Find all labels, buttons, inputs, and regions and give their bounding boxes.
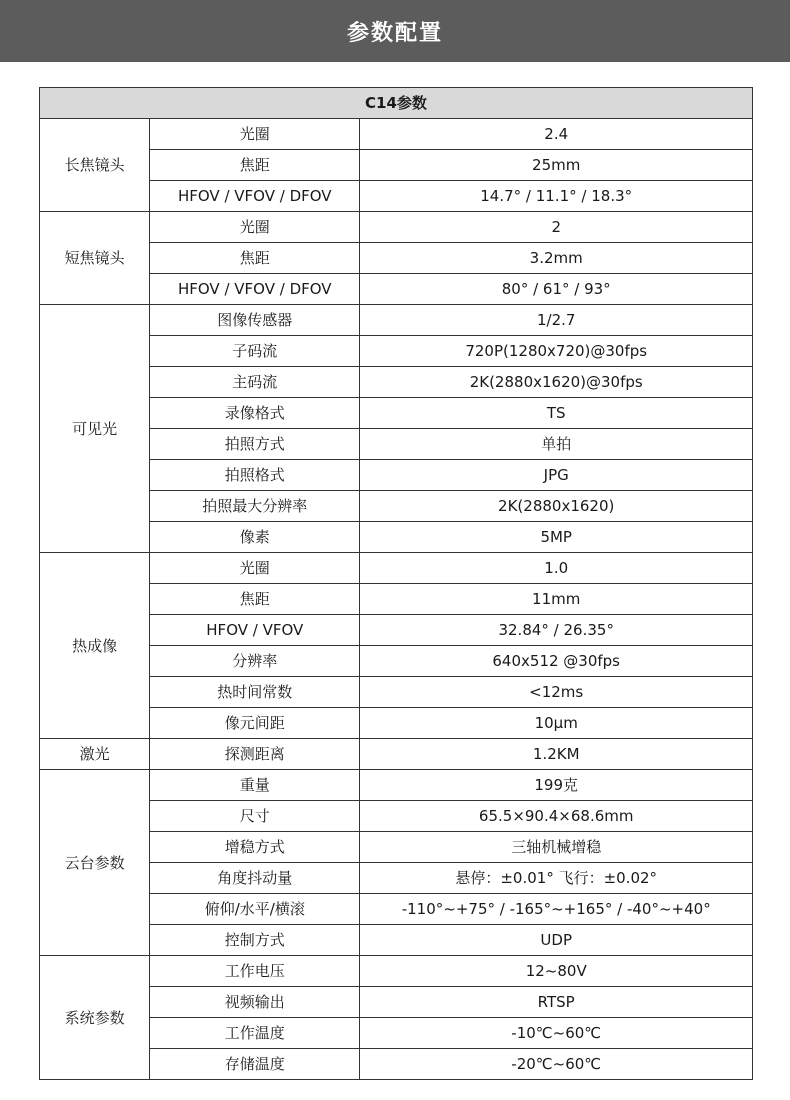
group-label: 系统参数 xyxy=(40,956,150,1080)
table-row xyxy=(40,305,753,336)
param-value: UDP xyxy=(360,925,753,956)
param-value: 1.0 xyxy=(360,553,753,584)
param-name: 尺寸 xyxy=(150,801,360,832)
table-row xyxy=(40,739,753,770)
param-name: 工作温度 xyxy=(150,1018,360,1049)
group-label: 短焦镜头 xyxy=(40,212,150,305)
page-title: 参数配置 xyxy=(346,20,443,46)
param-name: 增稳方式 xyxy=(150,832,360,863)
param-value: 65.5×90.4×68.6mm xyxy=(360,801,753,832)
param-value: 1/2.7 xyxy=(360,305,753,336)
param-name: 光圈 xyxy=(150,553,360,584)
param-value: -110°~+75° / -165°~+165° / -40°~+40° xyxy=(360,894,753,925)
param-name: 重量 xyxy=(150,770,360,801)
model-title: C14参数 xyxy=(40,88,753,119)
group-label: 可见光 xyxy=(40,305,150,553)
group-label: 长焦镜头 xyxy=(40,119,150,212)
table-row xyxy=(40,212,753,243)
param-name: 焦距 xyxy=(150,243,360,274)
table-row xyxy=(40,553,753,584)
param-name: 探测距离 xyxy=(150,739,360,770)
param-name: 光圈 xyxy=(150,119,360,150)
param-value: 1.2KM xyxy=(360,739,753,770)
param-value: <12ms xyxy=(360,677,753,708)
spec-body xyxy=(40,119,753,1080)
param-name: 图像传感器 xyxy=(150,305,360,336)
param-name: 子码流 xyxy=(150,336,360,367)
param-value: 14.7° / 11.1° / 18.3° xyxy=(360,181,753,212)
param-value: JPG xyxy=(360,460,753,491)
param-name: 视频输出 xyxy=(150,987,360,1018)
page-header xyxy=(0,0,790,62)
param-name: 热时间常数 xyxy=(150,677,360,708)
param-value: 单拍 xyxy=(360,429,753,460)
param-value: 32.84° / 26.35° xyxy=(360,615,753,646)
param-name: 光圈 xyxy=(150,212,360,243)
spec-table xyxy=(39,87,753,1080)
param-name: 拍照方式 xyxy=(150,429,360,460)
param-name: 分辨率 xyxy=(150,646,360,677)
param-name: HFOV / VFOV / DFOV xyxy=(150,274,360,305)
param-name: 拍照最大分辨率 xyxy=(150,491,360,522)
group-label: 热成像 xyxy=(40,553,150,739)
param-name: 录像格式 xyxy=(150,398,360,429)
table-row xyxy=(40,119,753,150)
param-value: 199克 xyxy=(360,770,753,801)
param-value: 11mm xyxy=(360,584,753,615)
param-value: 25mm xyxy=(360,150,753,181)
param-name: 控制方式 xyxy=(150,925,360,956)
param-value: 640x512 @30fps xyxy=(360,646,753,677)
table-row xyxy=(40,770,753,801)
param-value: 720P(1280x720)@30fps xyxy=(360,336,753,367)
param-value: 3.2mm xyxy=(360,243,753,274)
param-value: 2.4 xyxy=(360,119,753,150)
param-value: RTSP xyxy=(360,987,753,1018)
param-value: 12~80V xyxy=(360,956,753,987)
param-name: 拍照格式 xyxy=(150,460,360,491)
param-value: 80° / 61° / 93° xyxy=(360,274,753,305)
param-name: HFOV / VFOV xyxy=(150,615,360,646)
param-value: 2K(2880x1620) xyxy=(360,491,753,522)
param-value: -20℃~60℃ xyxy=(360,1049,753,1080)
param-name: 工作电压 xyxy=(150,956,360,987)
param-value: 三轴机械增稳 xyxy=(360,832,753,863)
param-name: 像元间距 xyxy=(150,708,360,739)
param-value: -10℃~60℃ xyxy=(360,1018,753,1049)
param-name: 存储温度 xyxy=(150,1049,360,1080)
param-value: TS xyxy=(360,398,753,429)
param-value: 10μm xyxy=(360,708,753,739)
group-label: 激光 xyxy=(40,739,150,770)
table-row xyxy=(40,956,753,987)
param-name: 焦距 xyxy=(150,150,360,181)
group-label: 云台参数 xyxy=(40,770,150,956)
param-name: 角度抖动量 xyxy=(150,863,360,894)
param-name: 像素 xyxy=(150,522,360,553)
param-name: 焦距 xyxy=(150,584,360,615)
param-value: 2 xyxy=(360,212,753,243)
param-value: 悬停：±0.01° 飞行：±0.02° xyxy=(360,863,753,894)
param-value: 2K(2880x1620)@30fps xyxy=(360,367,753,398)
param-name: HFOV / VFOV / DFOV xyxy=(150,181,360,212)
param-name: 俯仰/水平/横滚 xyxy=(150,894,360,925)
param-value: 5MP xyxy=(360,522,753,553)
param-name: 主码流 xyxy=(150,367,360,398)
table-title-row xyxy=(40,88,753,119)
